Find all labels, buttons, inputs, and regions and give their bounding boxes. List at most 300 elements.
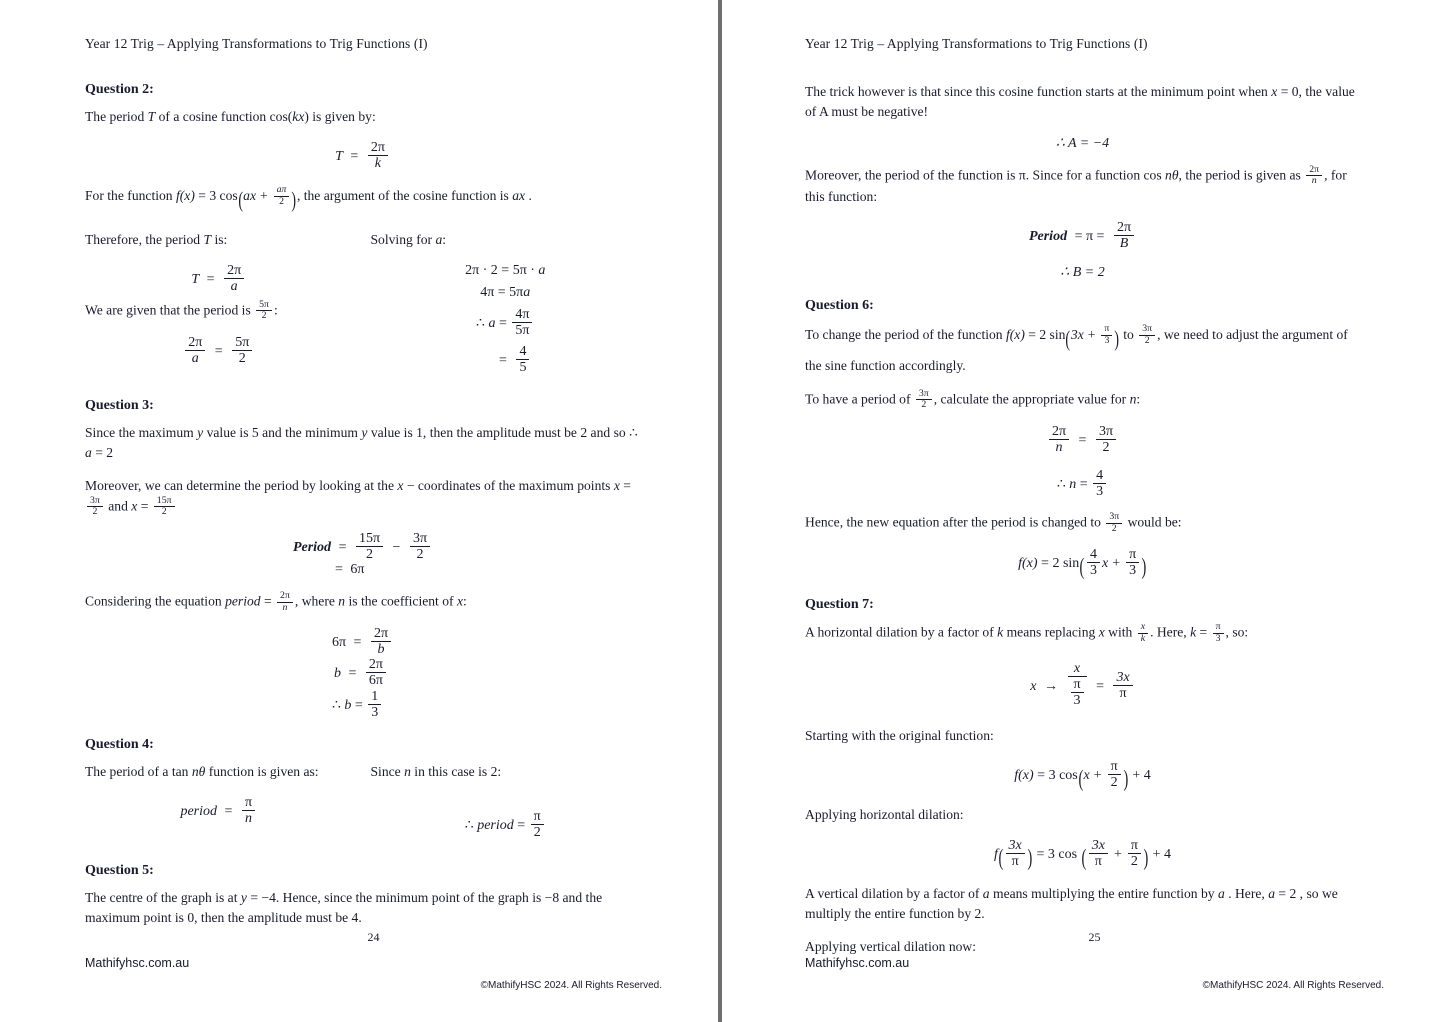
text: , for this function: xyxy=(805,167,1347,204)
q3-paragraph-2 xyxy=(85,476,640,518)
q6-equation-1 xyxy=(805,424,1360,455)
page-right xyxy=(722,0,1444,1022)
denominator: 2 xyxy=(87,506,103,518)
numerator: aπ xyxy=(276,184,287,196)
math-x: (x) xyxy=(1018,767,1034,783)
equals: = xyxy=(348,666,357,682)
denominator: 3 xyxy=(1071,692,1084,708)
math-x: x xyxy=(397,477,404,493)
q7-paragraph-1 xyxy=(805,622,1360,644)
text: , the argument of the cosine function is xyxy=(296,187,513,203)
denominator: 2 xyxy=(1128,853,1141,869)
math-a: a xyxy=(85,444,92,460)
q2-right-line-3 xyxy=(371,307,641,338)
question-4-heading: Question 4: xyxy=(85,736,154,752)
label-period: Period xyxy=(292,539,332,555)
fraction-pi-over-3 xyxy=(1101,324,1112,346)
numerator: 3π xyxy=(90,494,100,506)
denominator: 6π xyxy=(366,672,386,688)
denominator: 2 xyxy=(1096,439,1116,455)
plus: + xyxy=(1113,846,1122,862)
q4-right-equation xyxy=(371,795,641,840)
numerator: 3π xyxy=(1109,511,1120,523)
denominator: 2 xyxy=(274,196,290,208)
text: We are given that the period is xyxy=(85,302,255,318)
denominator: 2 xyxy=(356,546,383,562)
equals: = xyxy=(495,315,507,331)
equals: = xyxy=(260,593,276,609)
equals: = xyxy=(214,343,223,359)
equals-3cos: = 3 cos xyxy=(1036,846,1078,862)
q6-paragraph-3 xyxy=(805,512,1360,534)
equals: = xyxy=(1196,624,1211,640)
copyright-notice: ©MathifyHSC 2024. All Rights Reserved. xyxy=(480,980,662,991)
numerator: π xyxy=(1073,676,1081,692)
text: : xyxy=(274,302,278,318)
equals: = xyxy=(1078,432,1087,448)
q3-paragraph-1 xyxy=(85,423,640,463)
numerator: π xyxy=(1110,758,1118,774)
numerator: 4 xyxy=(1089,547,1097,563)
math-3x: 3x xyxy=(1070,326,1084,342)
denominator: 3 xyxy=(1093,483,1106,499)
math-y: y xyxy=(240,889,247,905)
math-T: T xyxy=(147,109,156,124)
q7-equation-horizontal-dilation xyxy=(805,838,1360,871)
therefore-symbol: ∴ xyxy=(464,817,478,833)
text: To have a period of xyxy=(805,390,914,406)
numerator: 3x xyxy=(1008,837,1022,853)
math-a: a xyxy=(1218,886,1225,902)
fraction-4-over-5 xyxy=(516,344,529,375)
q5-paragraph-1 xyxy=(85,888,640,928)
paren-close: ) xyxy=(291,187,297,213)
question-3-heading: Question 3: xyxy=(85,398,154,414)
fraction-2pi-over-n xyxy=(1306,165,1322,187)
text: , we need to adjust the argument of the sine function accordingly. xyxy=(805,326,1348,373)
math-n: n xyxy=(1129,390,1137,406)
math-f: f xyxy=(993,846,998,862)
denominator: 5π xyxy=(512,322,532,338)
math-b: b xyxy=(344,697,352,713)
fraction-15pi-over-2 xyxy=(154,496,175,518)
denominator: 2 xyxy=(256,310,272,322)
fraction-2pi-over-n xyxy=(277,591,293,613)
fraction-5pi-over-2 xyxy=(232,335,252,366)
numerator: x xyxy=(1140,621,1146,633)
label-period: Period xyxy=(1028,228,1068,244)
math-x: x xyxy=(613,477,620,493)
fraction-4pi-over-5pi xyxy=(512,307,532,338)
plus-four: + 4 xyxy=(1132,767,1151,783)
equals: = xyxy=(334,562,343,577)
math-a: a xyxy=(1268,886,1275,902)
text: = 2 , so we multiply the entire function by 2. xyxy=(805,886,1338,921)
math-T: T xyxy=(203,231,212,247)
paren-open: ( xyxy=(998,844,1004,871)
q2-left-label xyxy=(85,230,353,250)
math-a: a xyxy=(982,886,990,902)
denominator: 2 xyxy=(1106,523,1122,535)
numerator: 2π xyxy=(227,262,242,278)
q2-right-column xyxy=(363,230,641,381)
plus: + xyxy=(1093,767,1102,783)
q4-left-equation xyxy=(85,795,353,826)
equation-period-B xyxy=(805,220,1360,251)
equation-stack xyxy=(293,531,432,578)
lhs-6pi: 6π xyxy=(331,635,347,650)
fraction-3pi-over-2 xyxy=(1139,324,1155,346)
equation-stack xyxy=(332,626,393,720)
math-ax: ax xyxy=(243,187,256,203)
question-2-heading: Question 2: xyxy=(85,82,154,97)
fraction-1-over-3 xyxy=(368,689,381,720)
q6-equation-3-new-function xyxy=(805,547,1360,580)
math-x: x xyxy=(1030,678,1037,694)
text: = 0, the value of A must be negative! xyxy=(805,84,1355,119)
question-6-heading: Question 6: xyxy=(805,297,874,313)
fraction-x-over-pi-over-3 xyxy=(1068,661,1087,708)
paren-close: ) xyxy=(1114,325,1120,351)
text: , the period is given as xyxy=(1178,167,1305,183)
math-a: a xyxy=(523,284,531,300)
q4-two-column-block xyxy=(85,762,640,846)
text: A horizontal dilation by a factor of xyxy=(805,624,998,640)
denominator: π xyxy=(1113,685,1132,701)
text: is the coefficient of xyxy=(345,593,457,609)
numerator: 2π xyxy=(188,335,203,351)
label-period: period xyxy=(180,803,218,819)
q2-right-line-1 xyxy=(371,263,641,279)
text: : xyxy=(1136,390,1141,406)
page-number: 25 xyxy=(1088,930,1101,944)
math-k: k xyxy=(1190,624,1197,640)
q4-left-paragraph xyxy=(85,762,353,782)
therefore-symbol: ∴ xyxy=(476,315,489,331)
numerator: π xyxy=(1104,323,1110,335)
numerator: 4π xyxy=(515,306,530,322)
text: A vertical dilation by a factor of xyxy=(805,886,983,902)
equals: = xyxy=(353,635,362,650)
math-x: x xyxy=(1098,624,1105,640)
text: Moreover, the period of the function is π. Since for a function cos xyxy=(805,167,1166,183)
numerator: 2π xyxy=(1309,163,1320,175)
q3-paragraph-3 xyxy=(85,591,640,613)
copyright-notice: ©MathifyHSC 2024. All Rights Reserved. xyxy=(1202,980,1384,991)
math-n-theta: nθ xyxy=(1165,167,1179,183)
text: , where xyxy=(294,593,339,609)
q3-equation-period xyxy=(85,531,640,578)
text: , calculate the appropriate value for xyxy=(933,390,1130,406)
text: To change the period of the function xyxy=(805,326,1006,342)
fraction-2pi-over-B xyxy=(1114,220,1134,251)
minus: − xyxy=(392,539,401,555)
fraction-5pi-over-2 xyxy=(256,300,272,322)
paren-open: ( xyxy=(1065,325,1071,351)
denominator: n xyxy=(242,810,255,826)
fraction-3pi-over-2 xyxy=(410,531,430,562)
denominator: 2 xyxy=(1108,774,1121,790)
numerator: x xyxy=(1073,660,1081,676)
denominator: n xyxy=(277,602,293,614)
site-url[interactable]: Mathifyhsc.com.au xyxy=(805,956,910,970)
numerator: 3x xyxy=(1091,837,1105,853)
math-x: x xyxy=(456,593,463,609)
math-T: T xyxy=(191,271,200,287)
math-n: n xyxy=(404,763,411,779)
text: Moreover, we can determine the period by looking at the xyxy=(85,477,398,493)
equals: = xyxy=(351,697,363,713)
site-url[interactable]: Mathifyhsc.com.au xyxy=(85,956,190,970)
math-x: (x) xyxy=(179,187,195,203)
therefore-symbol: ∴ xyxy=(331,697,345,713)
math-y: y xyxy=(197,425,204,441)
text: 2π · 2 = 5π · xyxy=(465,262,539,278)
denominator: 2 xyxy=(154,506,175,518)
text: For the function xyxy=(85,187,176,203)
equals: = xyxy=(137,498,152,514)
numerator: 2π xyxy=(1116,219,1132,235)
math-x: x xyxy=(1101,556,1109,572)
paren-open: ( xyxy=(1079,553,1085,580)
page-right-footer xyxy=(805,930,1384,1000)
text: to xyxy=(1119,326,1138,342)
denominator: n xyxy=(1306,175,1322,187)
q4-right-column xyxy=(363,762,641,846)
q3-equation-solve-b xyxy=(85,626,640,720)
q2-right-label xyxy=(371,230,641,250)
paren-close: ) xyxy=(1123,765,1128,792)
numerator: 1 xyxy=(371,688,379,704)
fraction-pi-over-3 xyxy=(1071,677,1084,708)
fraction-pi-over-2 xyxy=(531,809,544,840)
text: Since the maximum xyxy=(85,425,198,441)
q2-right-line-4 xyxy=(371,344,641,375)
text: 4π = 5π xyxy=(480,284,524,300)
fraction-4-over-3 xyxy=(1087,547,1100,578)
fraction-pi-over-3 xyxy=(1126,547,1139,578)
fraction-3pi-over-2 xyxy=(87,496,103,518)
equation-row xyxy=(332,626,393,657)
text: function is given as: xyxy=(205,763,319,779)
fraction-x-over-k xyxy=(1138,622,1148,644)
q7-equation-substitution xyxy=(805,661,1360,708)
equals-pi-equals: = π = xyxy=(1074,228,1105,244)
q2-paragraph-2 xyxy=(85,184,640,217)
q6-equation-2 xyxy=(805,468,1360,499)
fraction-2pi-over-a xyxy=(224,263,244,294)
arrow: → xyxy=(1044,678,1058,694)
text: The period of a tan xyxy=(85,763,192,779)
q7-paragraph-5: Applying vertical dilation now: xyxy=(805,938,977,954)
equation-row xyxy=(332,689,393,720)
document-header-left: Year 12 Trig – Applying Transformations to Trig Functions (I) xyxy=(85,36,428,51)
numerator: π xyxy=(533,808,541,824)
equation-row xyxy=(332,657,393,688)
therefore-symbol: ∴ xyxy=(1056,476,1070,492)
numerator: 2π xyxy=(373,626,389,642)
denominator: π xyxy=(1089,853,1108,869)
plus: + xyxy=(1087,326,1096,342)
page-left-footer xyxy=(85,930,662,1000)
denominator: 2 xyxy=(531,824,544,840)
label-period: period xyxy=(225,593,261,609)
numerator: 4 xyxy=(1096,467,1104,483)
math-ax: ax xyxy=(512,187,526,203)
fraction-15pi-over-2 xyxy=(356,531,383,562)
text: = 2 sin xyxy=(1037,556,1080,572)
fraction-2pi-over-b xyxy=(371,626,391,657)
math-n: n xyxy=(338,593,346,609)
equals: = xyxy=(513,817,526,833)
numerator: π xyxy=(1130,837,1138,853)
q6-paragraph-2 xyxy=(805,389,1360,411)
text: means replacing xyxy=(1003,624,1099,640)
page-left-content xyxy=(85,36,640,986)
equals: = xyxy=(206,271,215,287)
q4-right-paragraph xyxy=(371,762,641,782)
text: The trick however is that since this cosine function starts at the minimum point when xyxy=(805,84,1272,99)
q2-left-equation-solve xyxy=(85,335,353,366)
equals: = xyxy=(1096,678,1104,694)
math-n: n xyxy=(1069,476,1077,492)
fraction-2pi-over-k xyxy=(368,140,388,171)
math-f: f xyxy=(176,187,180,203)
text: = 2 xyxy=(91,444,114,460)
denominator: 5 xyxy=(516,359,529,375)
denominator: 3 xyxy=(1101,335,1112,347)
text: Therefore, the period xyxy=(85,231,204,247)
numerator: 3π xyxy=(1142,323,1153,335)
text: : xyxy=(442,231,447,247)
denominator: 3 xyxy=(1087,562,1100,578)
numerator: 3π xyxy=(1098,423,1114,439)
text: . Here, xyxy=(1224,886,1269,902)
question-5-heading: Question 5: xyxy=(85,862,154,878)
math-a: a xyxy=(488,315,496,331)
q2-paragraph-1 xyxy=(85,107,640,127)
text: : xyxy=(463,593,467,609)
fraction-3x-over-pi xyxy=(1113,670,1132,701)
paren-open: ( xyxy=(1078,765,1083,792)
math-b: b xyxy=(333,666,341,682)
q6-paragraph-1 xyxy=(805,323,1360,376)
equation-B-value xyxy=(805,264,1360,281)
fraction-2pi-over-a xyxy=(185,335,205,366)
page-number: 24 xyxy=(367,930,380,944)
fraction-2pi-over-n xyxy=(1049,424,1069,455)
denominator xyxy=(1068,676,1087,708)
text: is: xyxy=(211,231,228,247)
question-7-heading: Question 7: xyxy=(805,597,874,613)
q2-left-given-period xyxy=(85,300,353,322)
text: with xyxy=(1104,624,1136,640)
math-n-theta: nθ xyxy=(191,763,206,779)
text: value is 1, then the amplitude must be 2 and so ∴ xyxy=(367,425,638,441)
math-k: k xyxy=(997,624,1004,640)
q7-paragraph-4 xyxy=(805,884,1360,924)
numerator: π xyxy=(1215,621,1221,633)
text: would be: xyxy=(1124,514,1182,530)
text: − coordinates of the maximum points xyxy=(403,477,614,493)
math-kx: kx xyxy=(292,109,305,124)
fraction-4-over-3 xyxy=(1093,468,1106,499)
text: The period xyxy=(85,109,148,124)
text: Considering the equation xyxy=(85,593,226,609)
math-a: a xyxy=(435,231,443,247)
equation-A-value xyxy=(805,135,1360,152)
numerator: 2π xyxy=(280,590,290,601)
fraction-2pi-over-6pi xyxy=(366,657,386,688)
math-x: x xyxy=(131,498,138,514)
text: = −4. Hence, since the minimum point of the graph is −8 and the maximum point is 0, then the amplitude must be 4. xyxy=(85,889,603,925)
text: . xyxy=(525,187,532,203)
math-f: f xyxy=(1006,326,1010,342)
math-cos: cos( xyxy=(269,109,293,124)
equation-row xyxy=(293,531,432,562)
denominator: b xyxy=(371,641,391,657)
text: , so: xyxy=(1225,624,1249,640)
q7-paragraph-3: Applying horizontal dilation: xyxy=(805,807,964,823)
text: = 3 cos xyxy=(1033,767,1078,783)
fraction-pi-over-n xyxy=(242,795,255,826)
equals: = xyxy=(338,539,347,555)
paren-open: ( xyxy=(238,187,243,213)
denominator: k xyxy=(1138,633,1148,645)
denominator: a xyxy=(185,350,205,366)
denominator: B xyxy=(1114,235,1134,251)
q7-equation-original-function xyxy=(805,759,1360,792)
text: of a cosine function xyxy=(155,109,270,124)
numerator: 3π xyxy=(412,530,428,546)
label-period: period xyxy=(477,817,514,833)
q2-left-equation-T xyxy=(85,263,353,294)
text: value is 5 and the minimum xyxy=(203,425,362,441)
page-right-content xyxy=(805,36,1360,986)
text: ) is given by: xyxy=(304,109,376,124)
denominator: n xyxy=(1049,439,1069,455)
numerator: π xyxy=(1129,547,1137,563)
math-y: y xyxy=(361,425,368,441)
denominator: 2 xyxy=(916,399,932,411)
equals: = xyxy=(350,148,359,164)
equals: = xyxy=(1076,476,1088,492)
equals: = xyxy=(619,477,631,493)
fraction-3x-over-pi xyxy=(1089,838,1108,869)
denominator: 2 xyxy=(410,546,430,562)
text: and xyxy=(104,498,132,514)
fraction-3pi-over-2 xyxy=(1096,424,1116,455)
equals: = xyxy=(224,803,233,819)
paren-open: ( xyxy=(1081,844,1087,871)
math-a: a xyxy=(538,262,546,278)
document-header-right: Year 12 Trig – Applying Transformations to Trig Functions (I) xyxy=(805,36,1148,51)
q4-left-column xyxy=(85,762,363,846)
math-x: (x) xyxy=(1022,556,1038,572)
numerator: 2π xyxy=(368,657,383,673)
text: The centre of the graph is at xyxy=(85,889,241,905)
numerator: 5π xyxy=(259,298,269,310)
fraction-3pi-over-2 xyxy=(1106,512,1122,534)
text: Solving for xyxy=(370,231,436,247)
text: Hence, the new equation after the period is changed to xyxy=(805,514,1105,530)
text: Since xyxy=(370,763,405,779)
numerator: 4 xyxy=(519,343,527,359)
fraction-apai-over-2 xyxy=(274,185,290,207)
result-6pi: 6π xyxy=(350,562,365,577)
fraction-pi-over-2 xyxy=(1128,838,1141,869)
q2-right-line-2 xyxy=(371,285,641,301)
